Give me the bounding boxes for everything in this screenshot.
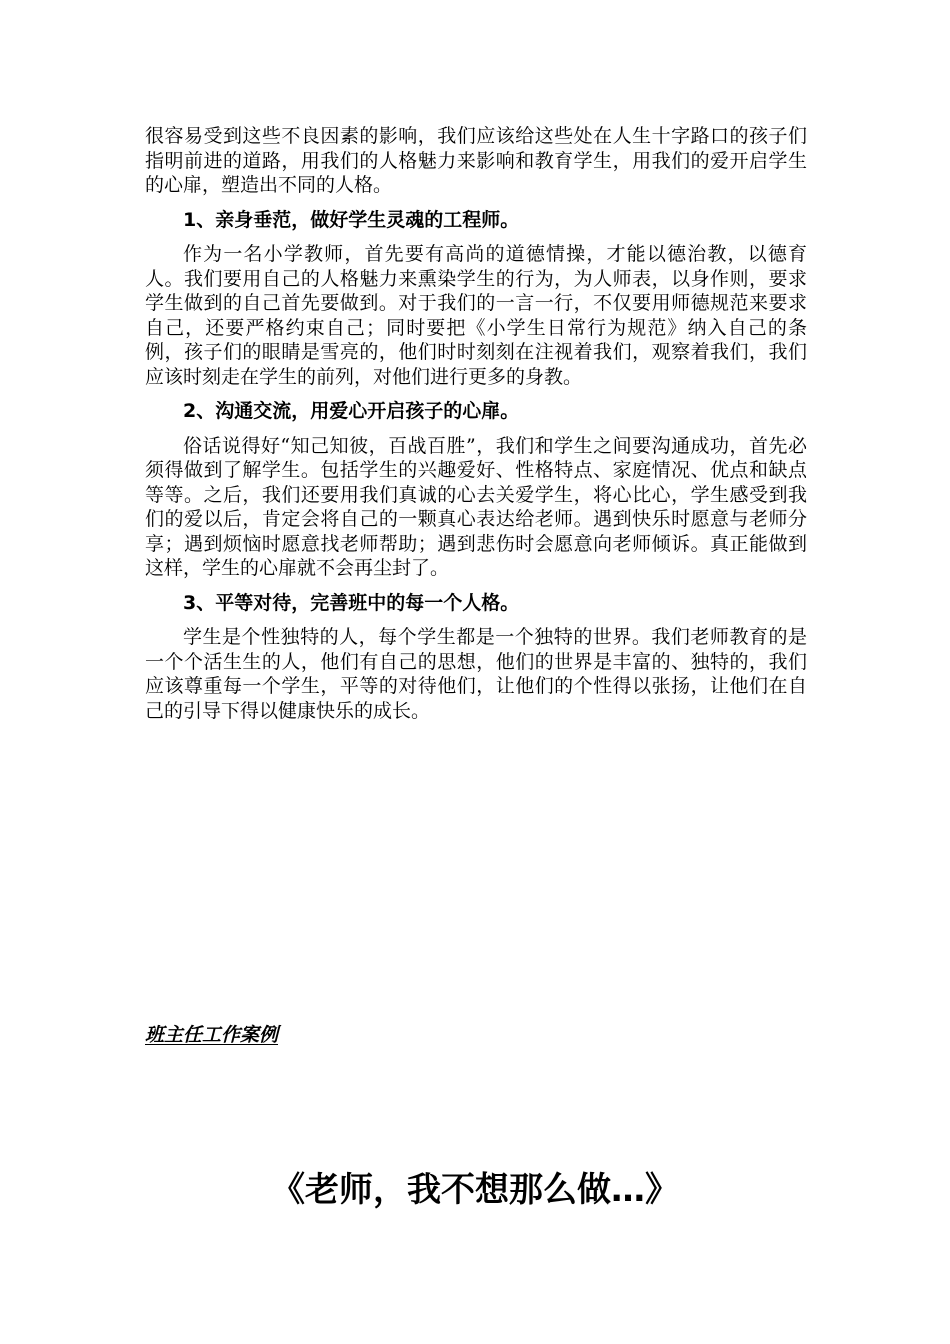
section-heading-1: 1、亲身垂范，做好学生灵魂的工程师。: [183, 208, 520, 231]
case-label: 班主任工作案例: [145, 1024, 279, 1046]
section-body-1: 作为一名小学教师，首先要有高尚的道德情操，才能以德治教，以德育人。我们要用自己的人格魅力来熏染学生的行为，为人师表，以身作则，要求学生做到的自己首先要做到。对于我们的一言一行，不仅要用师德规范来要求自己，还要严格约束自己；同时要把《小学生日常行为规范》纳入自己的条例，孩子们的眼睛是雪亮的，他们时时刻刻在注视着我们，观察着我们，我们应该时刻走在学生的前列，对他们进行更多的身教。: [145, 243, 807, 388]
section-body-3: 学生是个性独特的人，每个学生都是一个独特的世界。我们老师教育的是一个个活生生的人，他们有自己的思想，他们的世界是丰富的、独特的，我们应该尊重每一个学生，平等的对待他们，让他们的个性得以张扬，让他们在自己的引导下得以健康快乐的成长。: [145, 626, 807, 722]
section-heading-3: 3、平等对待，完善班中的每一个人格。: [183, 591, 520, 614]
section-body-2: 俗话说得好“知己知彼，百战百胜”，我们和学生之间要沟通成功，首先必须得做到了解学生。包括学生的兴趣爱好、性格特点、家庭情况、优点和缺点等等。之后，我们还要用我们真诚的心去关爱学生，将心比心，学生感受到我们的爱以后，肯定会将自己的一颗真心表达给老师。遇到快乐时愿意与老师分享；遇到烦恼时愿意找老师帮助；遇到悲伤时会愿意向老师倾诉。真正能做到这样，学生的心扉就不会再尘封了。: [145, 434, 807, 579]
document-body: [145, 124, 807, 723]
section-heading-2: 2、沟通交流，用爱心开启孩子的心扉。: [183, 400, 520, 422]
intro-paragraph: 很容易受到这些不良因素的影响，我们应该给这些处在人生十字路口的孩子们指明前进的道路，用我们的人格魅力来影响和教育学生，用我们的爱开启学生的心扉，塑造出不同的人格。: [145, 125, 807, 196]
case-title: 《老师，我不想那么做…》: [271, 1170, 679, 1210]
